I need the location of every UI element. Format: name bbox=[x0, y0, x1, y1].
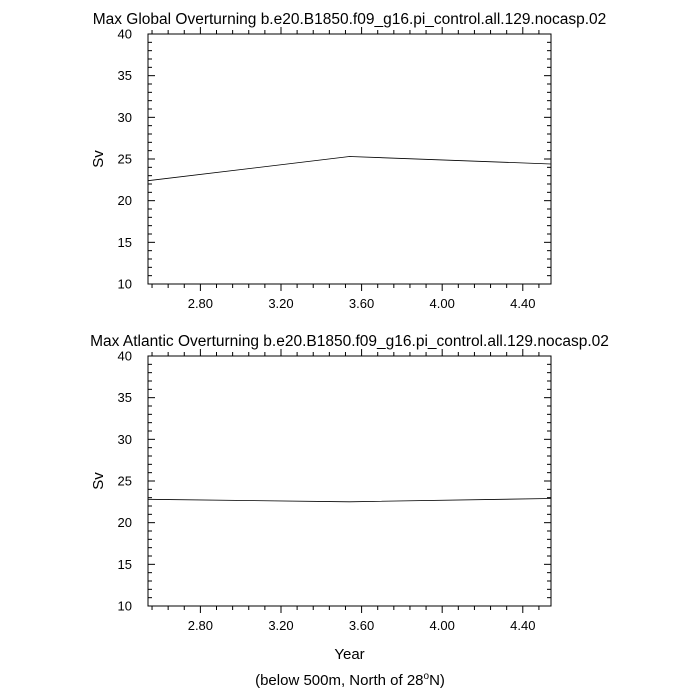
y-axis-label: Sv bbox=[90, 472, 107, 490]
x-tick-label: 4.00 bbox=[429, 618, 455, 633]
y-tick-label: 40 bbox=[117, 26, 132, 42]
x-tick-label: 2.80 bbox=[187, 296, 214, 311]
y-tick-label: 20 bbox=[117, 193, 132, 209]
y-tick-label: 30 bbox=[117, 431, 132, 447]
y-tick-label: 10 bbox=[117, 598, 132, 614]
x-tick-label: 4.40 bbox=[510, 296, 536, 311]
y-tick-label: 20 bbox=[117, 515, 132, 531]
series-line bbox=[148, 499, 551, 502]
atlantic-overturning-panel bbox=[90, 333, 609, 663]
y-tick-label: 15 bbox=[117, 234, 132, 250]
y-tick-label: 35 bbox=[117, 68, 132, 84]
y-tick-label: 40 bbox=[117, 348, 132, 364]
chart-title: Max Atlantic Overturning b.e20.B1850.f09_g16.pi_control.all.129.nocasp.02 bbox=[90, 333, 609, 350]
y-axis-label: Sv bbox=[90, 150, 107, 168]
x-tick-label: 4.00 bbox=[429, 296, 455, 311]
x-tick-label: 3.60 bbox=[348, 618, 375, 633]
series-line bbox=[148, 157, 551, 181]
plot-frame bbox=[148, 34, 551, 284]
x-tick-label: 3.20 bbox=[268, 618, 294, 633]
x-tick-label: 3.60 bbox=[348, 296, 375, 311]
x-tick-label: 4.40 bbox=[510, 618, 536, 633]
y-tick-label: 10 bbox=[117, 276, 132, 292]
x-tick-label: 3.20 bbox=[268, 296, 294, 311]
x-tick-label: 2.80 bbox=[187, 618, 214, 633]
y-tick-label: 15 bbox=[117, 556, 132, 572]
y-tick-label: 25 bbox=[117, 473, 132, 489]
global-overturning-panel bbox=[90, 11, 606, 311]
y-tick-label: 25 bbox=[117, 151, 132, 167]
y-tick-label: 35 bbox=[117, 390, 132, 406]
plot-frame bbox=[148, 356, 551, 606]
footnote: (below 500m, North of 28$^o$N) bbox=[255, 671, 445, 689]
y-tick-label: 30 bbox=[117, 109, 132, 125]
chart-title: Max Global Overturning b.e20.B1850.f09_g16.pi_control.all.129.nocasp.02 bbox=[92, 11, 607, 28]
x-axis-label: Year bbox=[334, 646, 365, 663]
